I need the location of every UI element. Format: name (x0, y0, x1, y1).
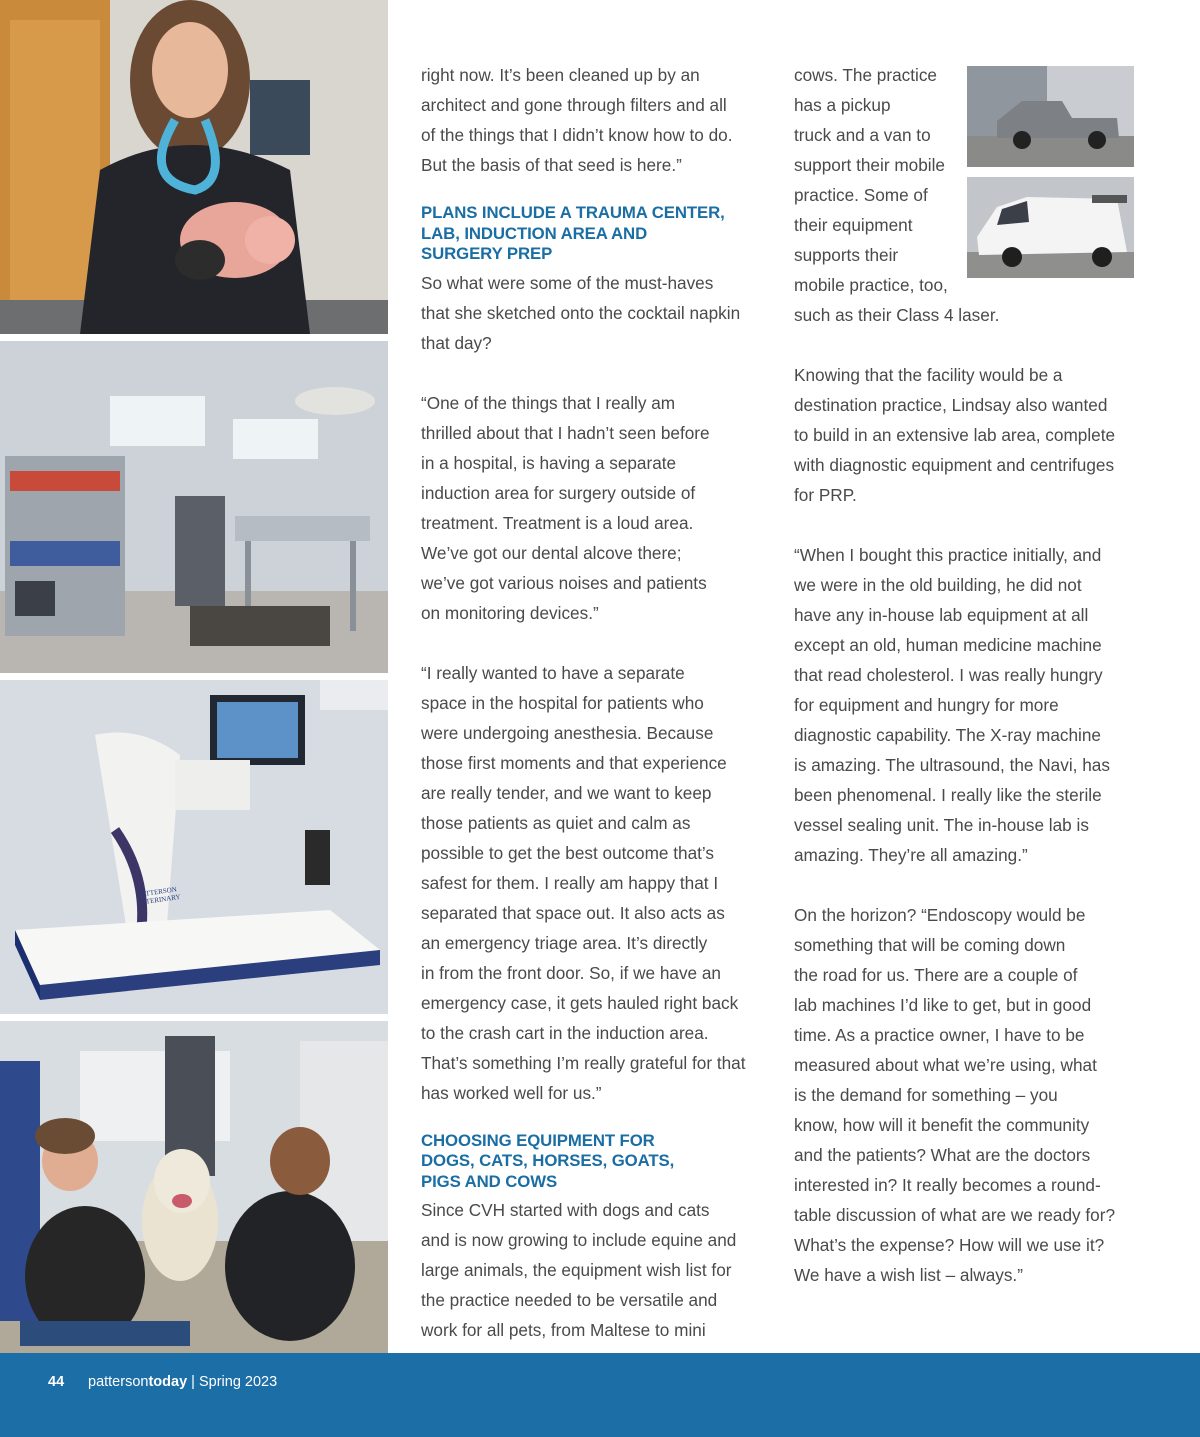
text-line: has worked well for us.” (421, 1082, 602, 1103)
text-line: something that will be coming down (794, 935, 1066, 955)
text-line: are really tender, and we want to keep (421, 782, 712, 803)
text-line: such as their Class 4 laser. (794, 305, 1000, 325)
text-line: But the basis of that seed is here.” (421, 155, 682, 175)
heading-line: PLANS INCLUDE A TRAUMA CENTER, (421, 203, 725, 222)
text-line: been phenomenal. I really like the sterile (794, 785, 1102, 805)
text-line: with diagnostic equipment and centrifuges (794, 455, 1115, 475)
text-line: those patients as quiet and calm as (421, 812, 691, 833)
text-line: We’ve got our dental alcove there; (421, 542, 682, 563)
photo-staff-with-dog (0, 1021, 388, 1353)
text-line: for equipment and hungry for more (794, 695, 1059, 715)
text-line: possible to get the best outcome that’s (421, 842, 715, 863)
text-line: that she sketched onto the cocktail napkin (421, 302, 741, 323)
text-line: of the things that I didn’t know how to do. (421, 125, 733, 145)
text-line: on monitoring devices.” (421, 602, 599, 623)
photo-surgery-room (0, 341, 388, 673)
text-line: supports their (794, 245, 899, 265)
text-line: Knowing that the facility would be a (794, 365, 1063, 385)
text-line: Since CVH started with dogs and cats (421, 1200, 710, 1220)
page-footer (0, 1353, 1200, 1437)
text-line: right now. It’s been cleaned up by an (421, 65, 700, 85)
text-line: except an old, human medicine machine (794, 635, 1102, 655)
paragraph-must-haves (421, 268, 766, 358)
heading-line: SURGERY PREP (421, 244, 553, 263)
text-line: and the patients? What are the doctors (794, 1145, 1091, 1165)
text-line: support their mobile (794, 155, 945, 175)
text-line: amazing. They’re all amazing.” (794, 845, 1028, 865)
text-line: we were in the old building, he did not (794, 575, 1082, 595)
text-line: time. As a practice owner, I have to be (794, 1025, 1085, 1045)
brand-name-bold: today (148, 1374, 188, 1390)
photo-veterinarian-with-pig (0, 0, 388, 334)
xray-logo-text: PATTERSON VETERINARY (136, 885, 182, 908)
text-line: cows. The practice (794, 65, 937, 85)
paragraph-lab-area (794, 360, 1139, 510)
text-line: architect and gone through filters and all (421, 95, 727, 115)
paragraph-on-the-horizon (794, 900, 1139, 1290)
text-line: vessel sealing unit. The in-house lab is (794, 815, 1089, 835)
paragraph-anesthesia-space (421, 658, 766, 1108)
text-line: work for all pets, from Maltese to mini (421, 1320, 706, 1340)
paragraph-equipment-wish-list (421, 1195, 766, 1345)
text-line: measured about what we’re using, what (794, 1055, 1097, 1075)
text-line: mobile practice, too, (794, 275, 948, 295)
text-line: What’s the expense? How will we use it? (794, 1235, 1105, 1255)
paragraph-old-building (794, 540, 1139, 870)
text-line: large animals, the equipment wish list for (421, 1260, 732, 1280)
paragraph-induction-area (421, 388, 766, 628)
text-line: their equipment (794, 215, 913, 235)
brand-name-light: patterson (88, 1374, 149, 1390)
text-line: practice. Some of (794, 185, 928, 205)
text-line: that day? (421, 332, 492, 353)
paragraph-intro-continued (421, 60, 766, 180)
text-line: to the crash cart in the induction area. (421, 1022, 709, 1043)
text-line: is amazing. The ultrasound, the Navi, has (794, 755, 1110, 775)
text-line: and is now growing to include equine and (421, 1230, 737, 1250)
text-line: interested in? It really becomes a round- (794, 1175, 1101, 1195)
text-line: were undergoing anesthesia. Because (421, 722, 714, 743)
text-line: in from the front door. So, if we have an (421, 962, 721, 983)
text-line: emergency case, it gets hauled right back (421, 992, 739, 1013)
text-line: So what were some of the must-haves (421, 272, 714, 293)
text-line: those first moments and that experience (421, 752, 727, 773)
photo-van (967, 177, 1134, 278)
photo-pickup-truck (967, 66, 1134, 167)
text-line: in a hospital, is having a separate (421, 452, 677, 473)
text-line: “I really wanted to have a separate (421, 662, 685, 683)
photo-xray-room (0, 680, 388, 1014)
text-line: On the horizon? “Endoscopy would be (794, 905, 1086, 925)
text-line: an emergency triage area. It’s directly (421, 932, 708, 953)
article-column-middle (421, 60, 766, 1345)
text-line: is the demand for something – you (794, 1085, 1058, 1105)
text-line: that read cholesterol. I was really hungry (794, 665, 1103, 685)
text-line: treatment. Treatment is a loud area. (421, 512, 694, 533)
text-line: space in the hospital for patients who (421, 692, 704, 713)
section-heading-plans (421, 203, 766, 265)
text-line: lab machines I’d like to get, but in good (794, 995, 1092, 1015)
text-line: safest for them. I really am happy that I (421, 872, 719, 893)
text-line: diagnostic capability. The X-ray machine (794, 725, 1101, 745)
text-line: induction area for surgery outside of (421, 482, 696, 503)
text-line: We have a wish list – always.” (794, 1265, 1023, 1285)
text-line: to build in an extensive lab area, complete (794, 425, 1116, 445)
issue-label: | Spring 2023 (187, 1374, 278, 1390)
text-line: has a pickup (794, 95, 891, 115)
text-line: “When I bought this practice initially, and (794, 545, 1102, 565)
text-line: table discussion of what are we ready for? (794, 1205, 1116, 1225)
text-line: the road for us. There are a couple of (794, 965, 1078, 985)
text-line: know, how will it benefit the community (794, 1115, 1090, 1135)
heading-line: PIGS AND COWS (421, 1171, 558, 1191)
publication-name (88, 1374, 277, 1390)
text-line: the practice needed to be versatile and (421, 1290, 718, 1310)
text-line: have any in-house lab equipment at all (794, 605, 1089, 625)
text-line: That’s something I’m really grateful for that (421, 1052, 746, 1073)
heading-line: CHOOSING EQUIPMENT FOR (421, 1130, 655, 1150)
heading-line: DOGS, CATS, HORSES, GOATS, (421, 1151, 675, 1170)
text-line: for PRP. (794, 485, 857, 505)
text-line: “One of the things that I really am (421, 392, 676, 413)
heading-line: LAB, INDUCTION AREA AND (421, 223, 648, 243)
text-line: we’ve got various noises and patients (421, 572, 707, 593)
text-line: separated that space out. It also acts as (421, 902, 725, 923)
section-heading-equipment (421, 1131, 766, 1193)
text-line: thrilled about that I hadn’t seen before (421, 422, 710, 443)
page-number: 44 (48, 1374, 65, 1390)
text-line: destination practice, Lindsay also wanted (794, 395, 1108, 415)
text-line: truck and a van to (794, 125, 931, 145)
